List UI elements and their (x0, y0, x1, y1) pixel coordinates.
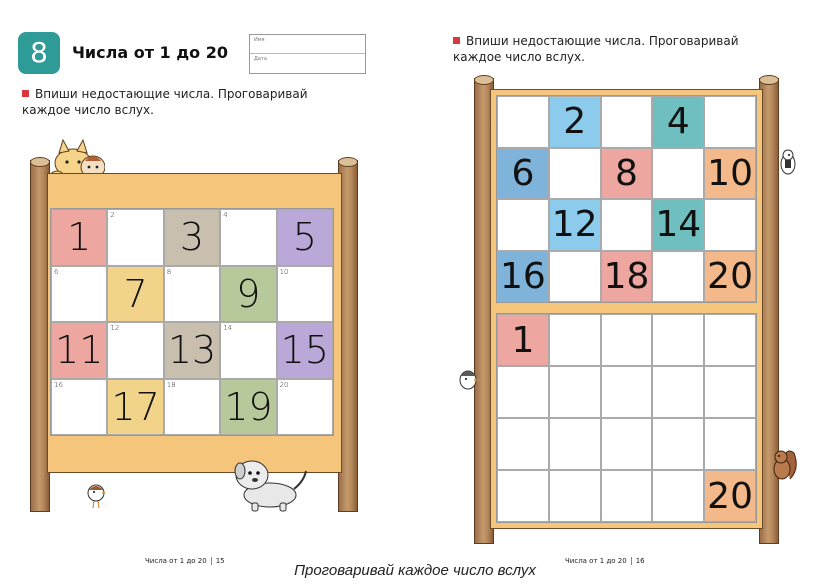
cell-number: 10 (707, 152, 753, 194)
bullet-square-icon (453, 37, 460, 44)
grid-cell[interactable] (704, 366, 756, 418)
cell-number: 13 (167, 328, 217, 373)
grid-cell (601, 251, 653, 303)
grid-cell[interactable] (601, 96, 653, 148)
cell-number: 1 (511, 319, 535, 361)
date-field-label: Дата (254, 56, 267, 62)
cell-number: 20 (707, 475, 753, 517)
cell-number: 7 (123, 271, 148, 316)
grid-cell (652, 96, 704, 148)
right-top-number-grid (496, 95, 757, 303)
grid-cell[interactable] (220, 209, 276, 266)
cell-hint-number: 14 (223, 324, 233, 332)
grid-cell[interactable] (601, 366, 653, 418)
grid-cell[interactable] (704, 418, 756, 470)
grid-cell[interactable] (549, 314, 601, 366)
caption: Проговаривай каждое число вслух (294, 562, 536, 579)
grid-cell (220, 379, 276, 436)
cell-number: 17 (111, 384, 160, 429)
cell-hint-number: 16 (54, 380, 63, 389)
left-instruction (22, 86, 352, 118)
grid-cell (549, 96, 601, 148)
grid-cell[interactable] (277, 266, 333, 323)
cell-number: 20 (707, 255, 753, 297)
bullet-square-icon (22, 90, 29, 97)
right-instruction-text: Впиши недостающие числа. Проговаривай каждое число вслух. (453, 34, 739, 64)
grid-cell (107, 266, 163, 323)
bird-icon (455, 366, 481, 398)
grid-cell[interactable] (652, 314, 704, 366)
grid-cell[interactable] (497, 199, 549, 251)
cell-number: 19 (224, 384, 273, 429)
grid-cell[interactable] (549, 251, 601, 303)
cell-number: 2 (563, 101, 587, 143)
cell-number: 15 (280, 328, 329, 373)
cell-number: 16 (499, 255, 546, 297)
grid-cell (652, 199, 704, 251)
cell-number: 5 (292, 215, 317, 260)
grid-cell[interactable] (601, 314, 653, 366)
grid-cell (164, 209, 220, 266)
grid-cell[interactable] (652, 148, 704, 200)
grid-cell (704, 148, 756, 200)
cell-number: 4 (666, 101, 690, 143)
cell-hint-number: 18 (166, 380, 176, 389)
grid-cell[interactable] (107, 322, 163, 379)
grid-cell[interactable] (601, 199, 653, 251)
cell-number: 18 (603, 255, 650, 297)
right-page-number: 16 (631, 557, 645, 565)
grid-cell (220, 266, 276, 323)
grid-cell[interactable] (704, 199, 756, 251)
grid-cell[interactable] (549, 418, 601, 470)
cell-number: 9 (236, 271, 261, 316)
cell-hint-number: 4 (223, 211, 228, 219)
grid-cell[interactable] (51, 266, 107, 323)
grid-cell[interactable] (497, 96, 549, 148)
cell-hint-number: 20 (279, 380, 289, 389)
left-footer-title: Числа от 1 до 20 (145, 557, 207, 565)
grid-cell[interactable] (704, 314, 756, 366)
grid-cell[interactable] (549, 148, 601, 200)
lesson-number-badge: 8 (18, 32, 60, 74)
name-field-label: Имя (250, 35, 365, 54)
grid-cell (51, 209, 107, 266)
cell-hint-number: 6 (54, 267, 59, 276)
woodpecker-icon (778, 148, 800, 180)
grid-cell (497, 314, 549, 366)
grid-cell[interactable] (497, 366, 549, 418)
grid-cell[interactable] (652, 470, 704, 522)
dog-illustration (228, 455, 313, 513)
grid-cell (704, 470, 756, 522)
cell-number: 1 (67, 215, 92, 260)
grid-cell (601, 148, 653, 200)
grid-cell[interactable] (497, 418, 549, 470)
cell-number: 6 (511, 152, 535, 194)
grid-cell[interactable] (497, 470, 549, 522)
grid-cell[interactable] (164, 379, 220, 436)
bird-icon (85, 480, 107, 510)
right-bottom-number-grid (496, 313, 757, 523)
cell-number: 12 (551, 204, 598, 246)
lesson-title: Числа от 1 до 20 (72, 43, 228, 62)
grid-cell[interactable] (601, 418, 653, 470)
grid-cell (549, 199, 601, 251)
left-instruction-text: Впиши недостающие числа. Проговаривай каждое число вслух. (22, 87, 308, 117)
cell-number: 14 (655, 204, 702, 246)
grid-cell[interactable] (704, 96, 756, 148)
grid-cell[interactable] (220, 322, 276, 379)
left-page-number: 15 (211, 557, 225, 565)
right-footer-title: Числа от 1 до 20 (565, 557, 627, 565)
right-instruction (453, 33, 788, 65)
grid-cell[interactable] (164, 266, 220, 323)
grid-cell[interactable] (601, 470, 653, 522)
grid-cell (704, 251, 756, 303)
grid-cell[interactable] (652, 366, 704, 418)
grid-cell[interactable] (549, 470, 601, 522)
squirrel-icon (770, 445, 800, 485)
grid-cell[interactable] (652, 418, 704, 470)
name-date-box[interactable] (249, 34, 366, 74)
cell-number: 11 (55, 328, 104, 373)
grid-cell[interactable] (107, 209, 163, 266)
grid-cell (107, 379, 163, 436)
grid-cell (497, 251, 549, 303)
grid-cell (277, 322, 333, 379)
cell-hint-number: 12 (110, 324, 120, 332)
left-number-grid (50, 208, 334, 436)
grid-cell (497, 148, 549, 200)
grid-cell (51, 322, 107, 379)
grid-cell (277, 209, 333, 266)
grid-cell (164, 322, 220, 379)
cell-hint-number: 10 (279, 267, 289, 276)
grid-cell[interactable] (277, 379, 333, 436)
grid-cell[interactable] (652, 251, 704, 303)
cell-number: 3 (179, 215, 205, 260)
grid-cell[interactable] (549, 366, 601, 418)
cell-hint-number: 8 (166, 267, 172, 276)
cell-number: 8 (615, 152, 638, 194)
cell-hint-number: 2 (110, 211, 115, 219)
grid-cell[interactable] (51, 379, 107, 436)
